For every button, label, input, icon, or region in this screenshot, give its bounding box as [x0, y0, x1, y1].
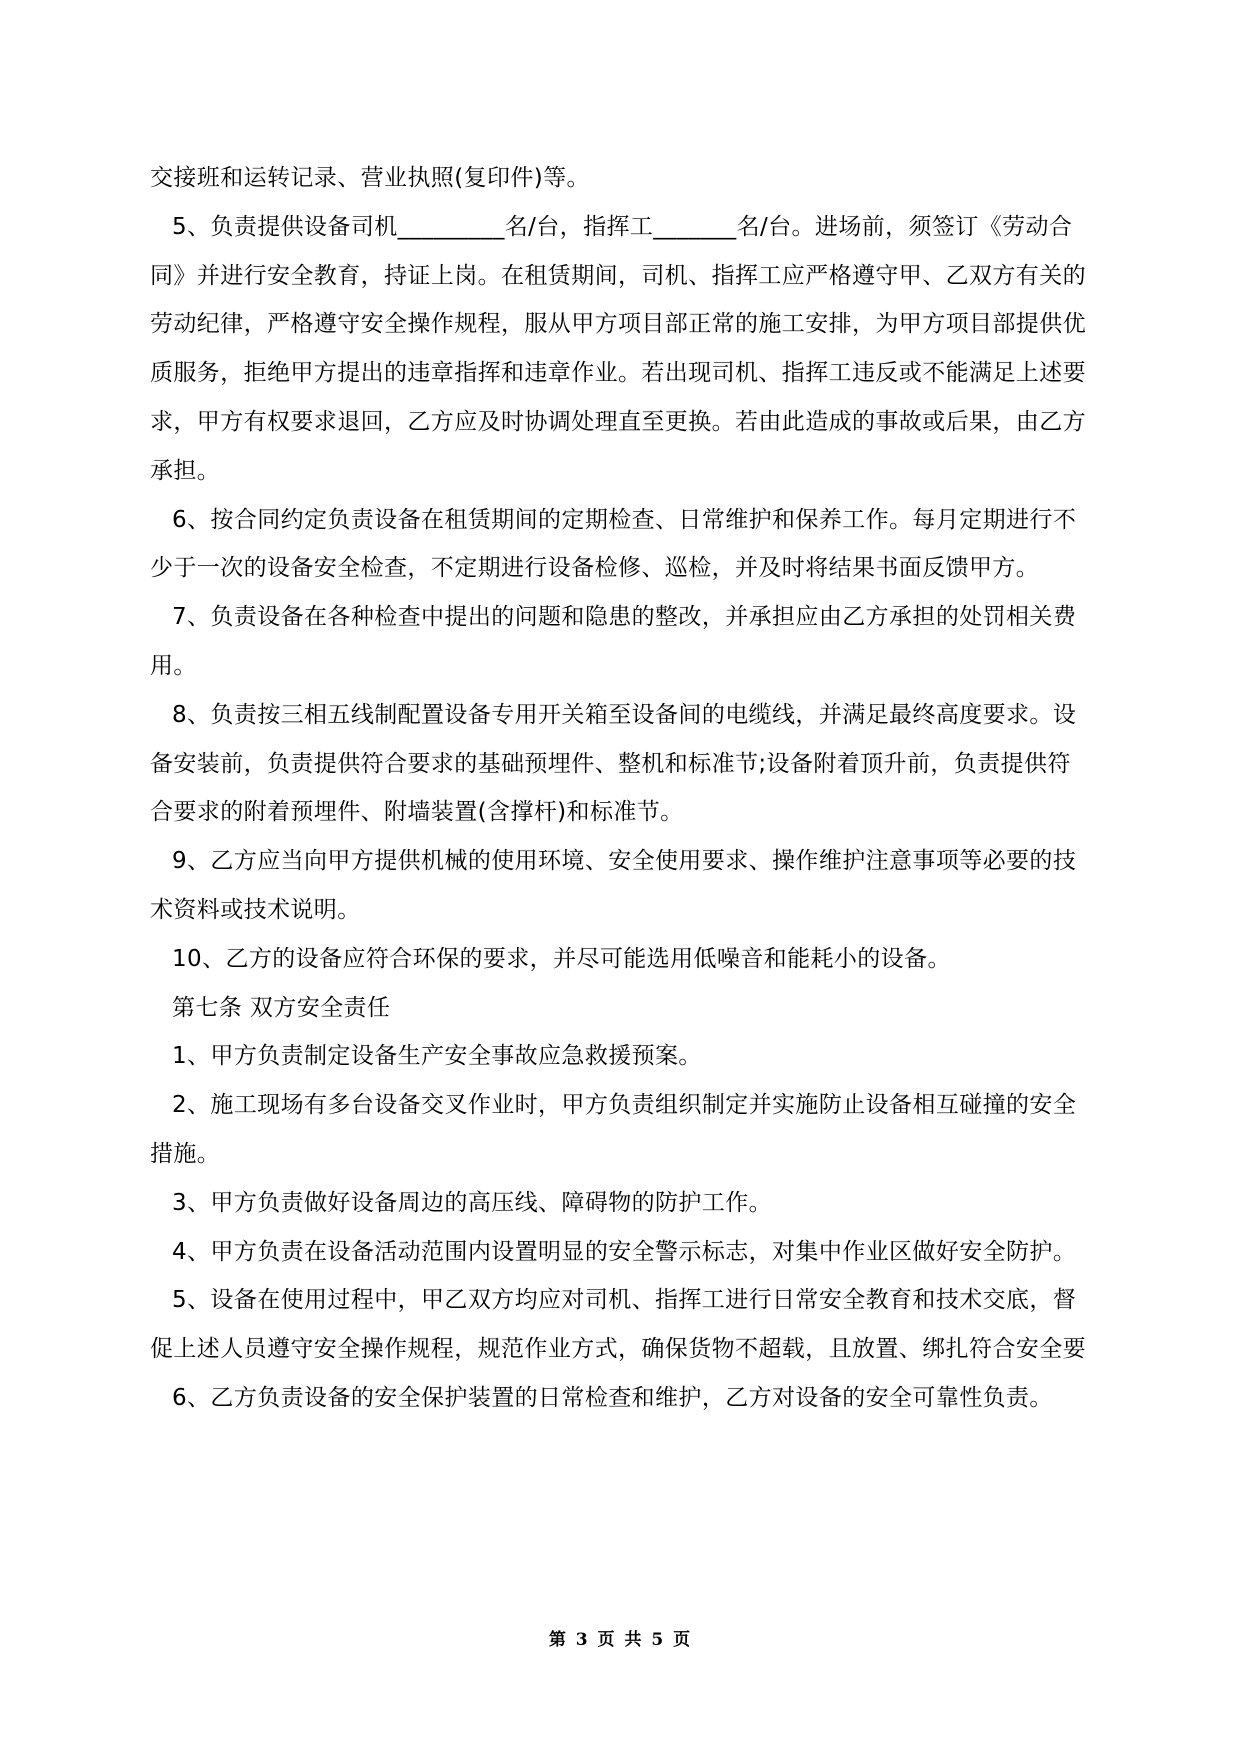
paragraph-item-6-inspection: 6、按合同约定负责设备在租赁期间的定期检查、日常维护和保养工作。每月定期进行不少于一次的设备安全检查，不定期进行设备检修、巡检，并及时将结果书面反馈甲方。	[150, 506, 1077, 582]
paragraph-continuation: 交接班和运转记录、营业执照(复印件)等。	[150, 165, 590, 191]
paragraph-item-5-staffing: 5、负责提供设备司机_________名/台，指挥工_______名/台。进场前，须签订《劳动合同》并进行安全教育，持证上岗。在租赁期间，司机、指挥工应严格遵守甲、乙双方有关的劳动纪律，严格遵守安全操作规程，服从甲方项目部正常的施工安排，为甲方项目部提供优质服务，拒绝甲方提出的违章指挥和违章作业。若出现司机、指挥工违反或不能满足上述要求，甲方有权要求退回，乙方应及时协调处理直至更换。若由此造成的事故或后果，由乙方承担。	[150, 213, 1086, 484]
section-heading-article-7: 第七条 双方安全责任	[172, 994, 391, 1021]
paragraph-safety-3: 3、甲方负责做好设备周边的高压线、障碍物的防护工作。	[172, 1189, 773, 1216]
document-body	[150, 154, 1090, 1423]
paragraph-item-7-rectification: 7、负责设备在各种检查中提出的问题和隐患的整改，并承担应由乙方承担的处罚相关费用。	[150, 604, 1077, 679]
page-number-footer: 第 3 页 共 5 页	[548, 1630, 693, 1650]
paragraph-safety-2: 2、施工现场有多台设备交叉作业时，甲方负责组织制定并实施防止设备相互碰撞的安全措施。	[150, 1092, 1077, 1167]
paragraph-item-10-environment: 10、乙方的设备应符合环保的要求，并尽可能选用低噪音和能耗小的设备。	[172, 945, 951, 972]
paragraph-safety-5: 5、设备在使用过程中，甲乙双方均应对司机、指挥工进行日常安全教育和技术交底，督促上述人员遵守安全操作规程，规范作业方式，确保货物不超载，且放置、绑扎符合安全要	[150, 1287, 1086, 1363]
paragraph-safety-6: 6、乙方负责设备的安全保护装置的日常检查和维护，乙方对设备的安全可靠性负责。	[172, 1384, 1053, 1411]
paragraph-safety-1: 1、甲方负责制定设备生产安全事故应急救援预案。	[172, 1043, 702, 1070]
paragraph-safety-4: 4、甲方负责在设备活动范围内设置明显的安全警示标志，对集中作业区做好安全防护。	[172, 1238, 1077, 1265]
paragraph-item-8-cabling: 8、负责按三相五线制配置设备专用开关箱至设备间的电缆线，并满足最终高度要求。设备安装前，负责提供符合要求的基础预埋件、整机和标准节;设备附着顶升前，负责提供符合要求的附着预埋件、附墙装置(含撑杆)和标准节。	[150, 701, 1077, 826]
paragraph-item-9-technical-docs: 9、乙方应当向甲方提供机械的使用环境、安全使用要求、操作维护注意事项等必要的技术资料或技术说明。	[150, 848, 1077, 923]
